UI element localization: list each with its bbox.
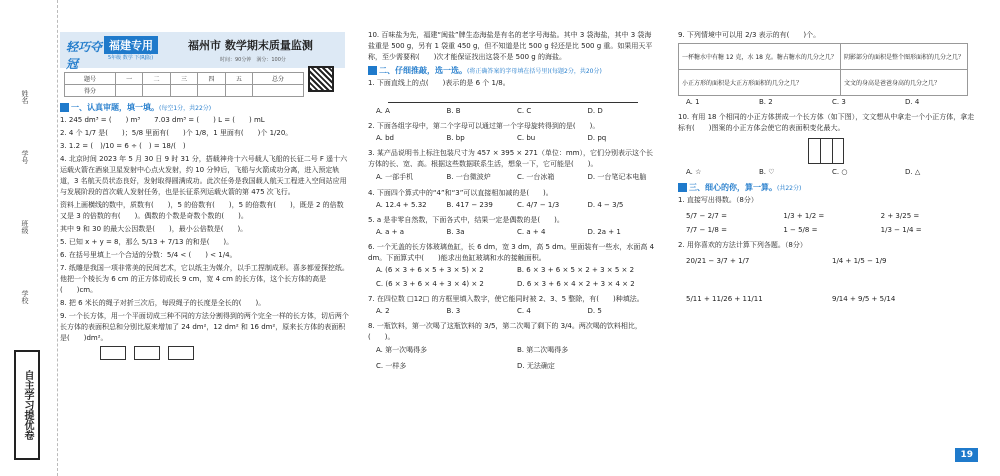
calc-item: 1/3 + 1/2 = [783,212,825,220]
calc-item: 5/7 − 2/7 = [686,212,727,220]
situation-cell: 一杯糖水中有糖 12 克，水 18 克。糖占糖水的几分之几？ [679,44,841,70]
option[interactable]: C. 一台冰箱 [517,173,555,181]
choice-options-8b [376,361,658,371]
calc-item: 1 − 5/8 = [783,226,818,234]
option[interactable]: A. (6 × 3 + 6 × 5 + 3 × 5) × 2 [376,266,484,274]
choice-options-3 [376,172,658,182]
option[interactable]: B. 2 [759,98,773,106]
option[interactable]: A. 1 [686,98,700,106]
header-banner [60,32,345,71]
cuboid-figure [100,346,126,360]
option[interactable]: D. 5 [587,307,602,315]
situation-cell: 文文的身高是爸爸身高的几分之几？ [840,70,967,96]
question-9: 9. 一个长方体，用一个平面切成三种不同的方法分割得到的两个完全一样的长方体，切后两个长方体的表面积总和分别比原来增加了 24 dm²，12 dm² 和 16 dm²，原来长方体的表面积是( )dm²。 [60,312,349,342]
option[interactable]: B. B [446,107,461,115]
option[interactable]: A. 第一次喝得多 [376,346,428,354]
choice-options-4 [376,201,658,209]
calc-item: 20/21 − 3/7 + 1/7 [686,257,750,265]
calc-row [686,226,978,234]
option[interactable]: D. △ [905,168,921,176]
question-4-sub: 资料上画横线的数中，质数有( )，5 的倍数有( )，5 的倍数有( )，既是 2 的倍数又是 3 的倍数的有( )。偶数的个数是奇数个数的( )。 [60,201,344,220]
option[interactable]: D. 无法确定 [517,362,555,370]
option[interactable]: D. 2a + 1 [587,228,621,236]
section-3-title: 三、细心的你，算一算。(共22分) [678,182,978,193]
calc-item: 1/4 + 1/5 − 1/9 [832,257,887,265]
option[interactable]: A. bd [376,134,395,142]
option[interactable]: C. 4/7 − 1/3 [517,201,560,209]
stamp-label: 自主学习提优卷 [14,350,40,460]
question-7: 7. 纸雕是我国一项非常美的民间艺术，它以纸主为媒介，以手工捏制成形。喜多都爱探挖纸。他把一个棱长为 6 cm 的正方体切成长 9 cm，宽 4 cm 的长方体，这个长方体的高是( )cm。 [60,264,349,294]
choice-question-6: 6. 一个无盖的长方体玻璃鱼缸，长 6 dm，宽 3 dm，高 5 dm。里面装有一些水，水面高 4 dm。下面算式中( )能求出鱼缸玻璃和水的接触面积。 [368,243,655,262]
option[interactable]: B. 一台微波炉 [446,173,491,181]
choice-question-10: 10. 有用 18 个相同的小正方体拼成一个长方体（如下图），文文想从中拿走一个小正方体，拿走标有( )图案的小正方体会使它的表面积变化最大。 [678,113,975,132]
option[interactable]: A. 12.4 + 5.32 [376,201,427,209]
column-2 [368,30,658,377]
option[interactable]: D. pq [587,134,607,142]
option[interactable]: C. (6 × 3 + 6 × 4 + 3 × 4) × 2 [376,280,484,288]
situation-table [678,43,968,96]
question-3: 3. 1.2 = ( )/10 = 6 ÷ ( ) = 18/( ) [60,142,186,150]
choice-options-2 [376,134,658,142]
choice-options-8 [376,345,658,355]
cuboid-figure [168,346,194,360]
option[interactable]: D. 4 − 3/5 [587,201,624,209]
option[interactable]: C. ○ [832,168,848,176]
exam-subtitle: 时间：90分钟 满分：100分 [220,57,286,63]
option[interactable]: B. 417 − 239 [446,201,493,209]
page-title: 福州市 数学期末质量监测 [188,39,313,52]
choice-question-5: 5. a 是非零自然数，下面各式中，结果一定是偶数的是( )。 [368,216,564,224]
option[interactable]: A. a + a [376,228,405,236]
cube-stack-figure [808,138,844,164]
option[interactable]: C. 4 [517,307,531,315]
class-label: 班级 [21,220,29,234]
calc-instruction-2: 2. 用你喜欢的方法计算下列各题。（8分） [678,241,807,249]
question-4-sub2: 其中 9 和 30 的最大公因数是( )，最小公倍数是( )。 [60,225,248,233]
section-1-title: 一、认真审题，填一填。(每空1分，共22分) [60,102,350,113]
brand-badge: 福建专用 [104,36,158,54]
option[interactable]: D. D [587,107,603,115]
option[interactable]: A. 一部手机 [376,173,414,181]
score-cell[interactable] [253,85,304,97]
choice-options-9 [686,98,978,106]
situation-cell: 阴影部分的面积是整个图形面积的几分之几？ [840,44,967,70]
choice-question-8: 8. 一瓶饮料，第一次喝了这瓶饮料的 3/5，第二次喝了剩下的 3/4。两次喝的饮料相比，( )。 [368,322,642,341]
option[interactable]: D. 一台笔记本电脑 [587,173,647,181]
option[interactable]: B. 3a [446,228,465,236]
choice-question-1: 1. 下面直线上的点( )表示的是 6 个 1/8。 [368,79,510,87]
qr-code [308,66,334,92]
option[interactable]: B. ♡ [759,168,775,176]
section-2-title: 二、仔细推敲，选一选。(将正确答案的字母填在括号里)(每题2分，共20分) [368,65,658,76]
option[interactable]: C. 一样多 [376,362,407,370]
choice-options-6 [376,266,658,274]
binding-margin [0,0,58,476]
score-header-cell: 二 [143,73,170,85]
choice-question-9: 9. 下列情境中可以用 2/3 表示的有( )个。 [678,31,821,39]
section-icon [678,183,687,192]
id-label: 学号 [21,150,29,164]
option[interactable]: B. bp [446,134,465,142]
option[interactable]: B. 第二次喝得多 [517,346,569,354]
calc-instruction-1: 1. 直接写出得数。（8分） [678,196,758,204]
question-2: 2. 4 个 1/7 是( )；5/8 里面有( )个 1/8，1 里面有( )个 1/20。 [60,129,293,137]
choice-question-2: 2. 下面各组字母中，第二个字母可以通过第一个字母旋转得到的是( )。 [368,122,600,130]
score-row-label: 得分 [65,85,116,97]
choice-options-1 [376,107,658,115]
choice-options-7 [376,307,658,315]
score-header-cell: 五 [225,73,252,85]
option[interactable]: C. bu [517,134,536,142]
score-cell[interactable] [143,85,170,97]
question-10: 10. 百味盐为先，福建“闽盐”牌生态海盐是有名的老字号海盐。其中 3 袋海盐，其中 3 袋海盐重是 500 g，另有 1 袋重 450 g，但不知道是比 500 g 轻还是比 500 g 重。如果用天平称，至少需要称( )次才能保证找出这袋不是 500 g 的海盐。 [368,31,653,61]
option[interactable]: A. 2 [376,307,390,315]
cuboid-figures [100,346,350,360]
option[interactable]: B. 6 × 3 + 6 × 5 × 2 + 3 × 5 × 2 [517,266,635,274]
choice-question-4: 4. 下面四个算式中的“4”和“3”可以直接相加减的是( )。 [368,189,553,197]
calc-row [686,212,978,220]
option[interactable]: D. 6 × 3 + 6 × 4 × 2 + 3 × 4 × 2 [517,280,635,288]
question-8: 8. 把 6 米长的绳子对折三次后，每段绳子的长度是全长的( )。 [60,299,266,307]
school-label: 学校 [21,290,29,304]
question-5: 5. 已知 x + y = 8，那么 5/13 + 7/13 的和是( )。 [60,238,234,246]
section-icon [60,103,69,112]
calc-item: 5/11 + 11/26 + 11/11 [686,295,763,303]
score-header-cell: 总分 [253,73,304,85]
cuboid-figure [134,346,160,360]
question-1: 1. 245 dm³ = ( ) m³ 7.03 dm³ = ( ) L = ( ) mL [60,116,265,124]
option[interactable]: C. a + 4 [517,228,546,236]
calc-row [686,295,978,303]
score-cell[interactable] [198,85,225,97]
score-cell[interactable] [225,85,252,97]
column-3 [678,30,978,309]
choice-question-7: 7. 在四位数 □12□ 的方框里填入数字，使它能同时被 2、3、5 整除，有( )种填法。 [368,295,644,303]
option[interactable]: A. ☆ [686,168,702,176]
logo: 轻巧夺冠 [66,40,103,71]
calc-row [686,257,978,265]
question-6: 6. 在括号里填上一个合适的分数：5/4 < ( ) < 1/4。 [60,251,237,259]
score-header-cell: 一 [115,73,142,85]
score-header-cell: 四 [198,73,225,85]
page-number: 19 [955,448,978,462]
choice-options-6b [376,280,658,288]
option[interactable]: B. 3 [446,307,461,315]
option[interactable]: D. 4 [905,98,920,106]
calc-item: 1/3 − 1/4 = [880,226,922,234]
calc-item: 7/7 − 1/8 = [686,226,727,234]
option[interactable]: C. 3 [832,98,846,106]
calc-item: 9/14 + 9/5 + 5/14 [832,295,896,303]
section-icon [368,66,377,75]
score-header-cell: 题号 [65,73,116,85]
choice-options-10 [686,168,978,176]
score-cell[interactable] [170,85,197,97]
column-1 [60,100,350,360]
situation-cell: 小正方形的面积是大正方形面积的几分之几？ [679,70,841,96]
calc-item: 2 + 3/25 = [880,212,920,220]
choice-options-5 [376,228,658,236]
question-4: 4. 北京时间 2023 年 5 月 30 日 9 时 31 分，搭载神舟十六号载人飞船的长征二号 F 遥十六运载火箭在酒泉卫星发射中心点火发射，约 10 分钟后，飞船与火箭成功分离，进入预定轨道，3 名航天员状态良好，发射取得圆满成功。此次任务是我国载人航天工程进入空间站应用与发展阶段的首次载人发射任务，也是长征系列运载火箭的第 475 次飞行。 [60,155,348,196]
brand-subtitle: 5年级 数学 下(RJ版) [108,55,154,61]
name-label: 姓名 [21,90,29,104]
number-line [388,93,638,103]
score-header-cell: 三 [170,73,197,85]
choice-question-3: 3. 某产品说明书上标注包装尺寸为 457 × 395 × 271（单位：mm），它们分别表示这个长方体的长、宽、高。根据这些数据联系生活，想象一下，它可能是( )。 [368,149,653,168]
option[interactable]: A. A [376,107,390,115]
score-cell[interactable] [115,85,142,97]
option[interactable]: C. C [517,107,532,115]
score-table [64,72,304,97]
